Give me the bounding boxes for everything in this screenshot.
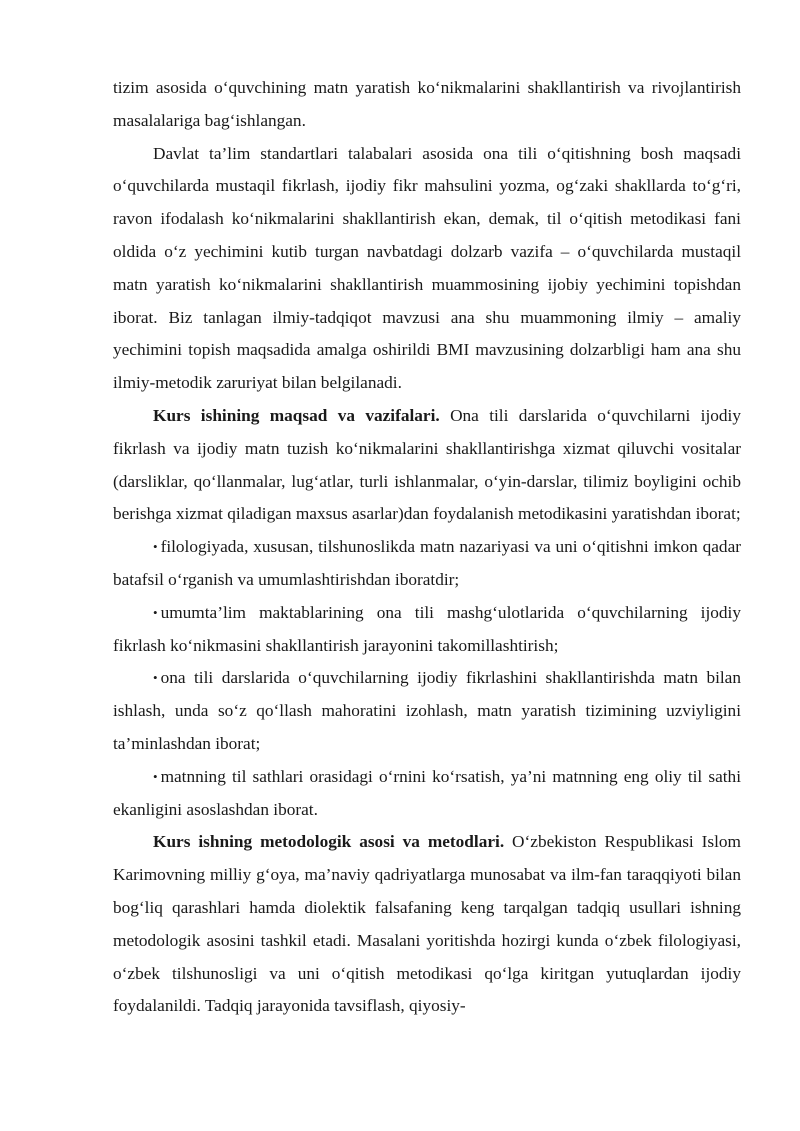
bullet-item xyxy=(113,662,741,760)
bullet-item xyxy=(113,531,741,597)
paragraph-goal xyxy=(113,138,741,400)
bullet-item xyxy=(113,761,741,827)
section-heading: Kurs ishning metodologik asosi va metodlari. xyxy=(153,832,505,852)
paragraph-methodology xyxy=(113,826,741,1023)
paragraph-text: Ona tili darslarida o‘quvchilarni ijodiy fikrlash va ijodiy matn tuzish ko‘nikmalarini shakllantirishga xizmat qiluvchi vositalar (darsliklar, qo‘llanmalar, lug‘atlar, turli ishlanmalar, o‘yin-darslar, tilimiz boyligini ochib berishga xizmat qiladigan maxsus asarlar)dan foydalanish metodikasini yaratishdan iborat; xyxy=(113,405,741,524)
bullet-item xyxy=(113,597,741,663)
bullet-marker: • xyxy=(153,768,158,784)
bullet-text: ona tili darslarida o‘quvchilarning ijodiy fikrlashini shakllantirishda matn bilan ishlash, unda so‘z qo‘llash mahoratini izohlash, matn yaratish tizimining uzviyligini ta’minlashdan iborat; xyxy=(113,668,741,753)
bullet-text: filologiyada, xususan, tilshunoslikda matn nazariyasi va uni o‘qitishni imkon qadar batafsil o‘rganish va umumlashtirishdan iboratdir; xyxy=(113,537,741,589)
document-page xyxy=(113,72,741,1023)
paragraph-continuation xyxy=(113,72,741,138)
bullet-marker: • xyxy=(153,539,158,555)
paragraph-text: tizim asosida o‘quvchining matn yaratish ko‘nikmalarini shakllantirish va rivojlantirish masalalariga bag‘ishlangan. xyxy=(113,78,741,130)
bullet-text: matnning til sathlari orasidagi o‘rnini ko‘rsatish, ya’ni matnning eng oliy til sathi ekanligini asoslashdan iborat. xyxy=(113,766,741,819)
section-heading: Kurs ishining maqsad va vazifalari. xyxy=(153,405,440,425)
bullet-marker: • xyxy=(153,604,158,620)
paragraph-objectives xyxy=(113,400,741,531)
paragraph-text: Davlat ta’lim standartlari talabalari asosida ona tili o‘qitishning bosh maqsadi o‘quvchilarda mustaqil fikrlash, ijodiy fikr mahsulini yozma, og‘zaki shakllarda to‘g‘ri, ravon ifodalash ko‘nikmalarini shakllantirish ekan, demak, til o‘qitish metodikasi fani oldida o‘z yechimini kutib turgan navbatdagi dolzarb vazifa – o‘quvchilarda mustaqil matn yaratish ko‘nikmalarini shakllantirish muammosining ijobiy yechimini topishdan iborat. Biz tanlagan ilmiy-tadqiqot mavzusi ana shu muammoning ilmiy – amaliy yechimini topish maqsadida amalga oshirildi BMI mavzusining dolzarbligi ham ana shu ilmiy-metodik zaruriyat bilan belgilanadi. xyxy=(113,143,741,393)
paragraph-text: O‘zbekiston Respublikasi Islom Karimovning milliy g‘oya, ma’naviy qadriyatlarga munosabat va ilm-fan taraqqiyoti bilan bog‘liq qarashlari hamda diolektik falsafaning keng tarqalgan tadqiq usullari ishning metodologik asosini tashkil etadi. Masalani yoritishda hozirgi kunda o‘zbek filologiyasi, o‘zbek tilshunosligi va uni o‘qitish metodikasi qo‘lga kiritgan yutuqlardan ijodiy foydalanildi. Tadqiq jarayonida tavsiflash, qiyosiy- xyxy=(113,832,741,1016)
bullet-marker: • xyxy=(153,670,158,686)
bullet-text: umumta’lim maktablarining ona tili mashg‘ulotlarida o‘quvchilarning ijodiy fikrlash ko‘nikmasini shakllantirish jarayonini takomillashtirish; xyxy=(113,602,741,655)
